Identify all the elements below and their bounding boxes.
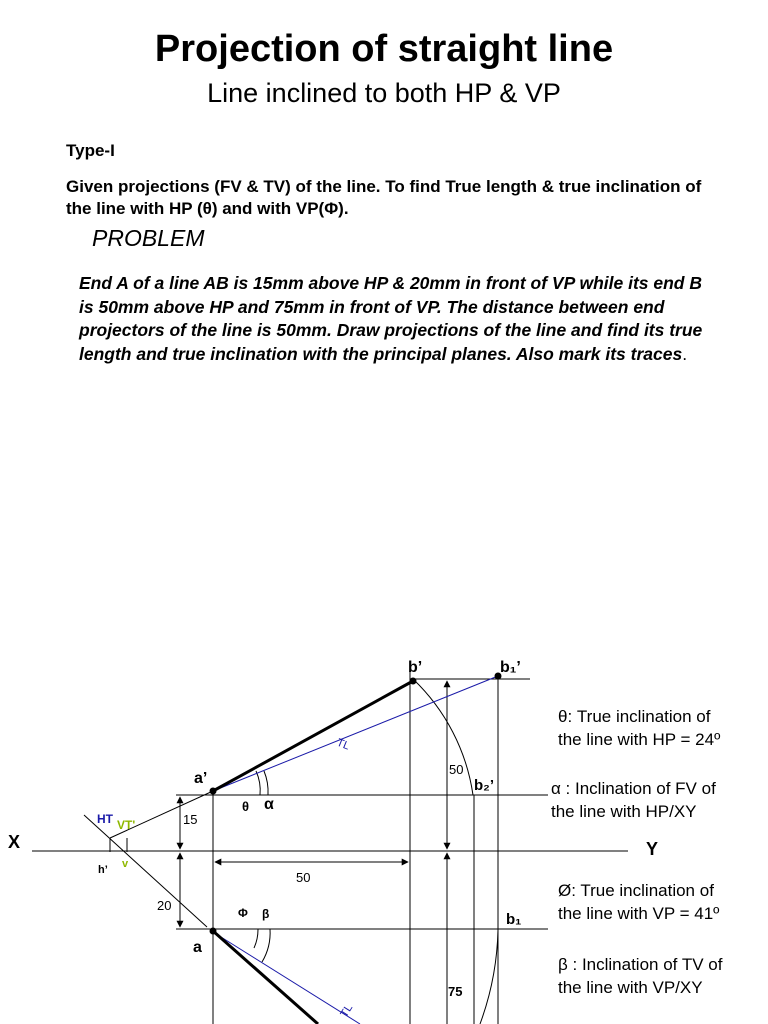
tl-top-view — [213, 932, 360, 1024]
alpha-arc — [264, 771, 268, 795]
point-b-dash — [410, 678, 417, 685]
phi-note-line-1: Ø: True inclination of — [558, 881, 714, 900]
label-a: a — [193, 939, 202, 956]
type-label: Type-I — [66, 141, 115, 160]
problem-period: . — [682, 343, 688, 364]
label-x: X — [8, 832, 21, 852]
beta-note — [558, 953, 722, 999]
alpha-note-line-1: α : Inclination of FV of — [551, 779, 716, 798]
phi-arc — [254, 929, 258, 948]
true-length-lines — [213, 676, 498, 1024]
label-dim-75: 75 — [448, 984, 463, 999]
alpha-note — [551, 777, 716, 823]
label-b-dash: b’ — [408, 659, 423, 676]
beta-note-line-1: β : Inclination of TV of — [558, 955, 723, 974]
theta-note — [558, 705, 720, 751]
point-a-dash — [210, 788, 217, 795]
label-b1: b₁ — [506, 911, 522, 928]
alpha-note-line-2: the line with HP/XY — [551, 802, 697, 821]
label-y: Y — [646, 839, 659, 859]
label-a-dash: a’ — [194, 770, 208, 787]
problem-heading: PROBLEM — [92, 225, 205, 251]
page-title: Projection of straight line — [154, 28, 614, 70]
theta-note-line-2: the line with HP = 24º — [558, 730, 721, 749]
label-dim-20: 20 — [157, 898, 172, 913]
phi-note — [558, 879, 719, 925]
fv-rotation-arc — [413, 679, 473, 795]
label-dim-50-h: 50 — [296, 870, 311, 885]
label-b2-dash: b₂’ — [474, 777, 494, 794]
label-phi: Φ — [238, 906, 248, 920]
point-a — [210, 928, 217, 935]
label-alpha: α — [264, 796, 274, 813]
theta-note-line-1: θ: True inclination of — [558, 707, 711, 726]
projection-lines — [213, 681, 413, 1024]
label-h-dash: h’ — [98, 864, 108, 876]
beta-arc — [262, 929, 270, 962]
label-theta: θ — [242, 799, 250, 814]
label-ht: HT — [97, 812, 113, 826]
beta-note-line-2: the line with VP/XY — [558, 978, 703, 997]
page-subtitle: Line inclined to both HP & VP — [207, 78, 561, 108]
front-view-line — [213, 681, 413, 791]
tv-rotation-arc — [480, 930, 498, 1024]
label-v: v — [122, 858, 129, 870]
label-beta: β — [262, 907, 270, 921]
label-tl-fv: TL — [334, 736, 352, 753]
label-dim-15: 15 — [183, 812, 198, 827]
label-dim-50-v: 50 — [449, 762, 464, 777]
problem-text: End A of a line AB is 15mm above HP & 20mm in front of VP while its end B is 50mm above HP and 75mm in front of VP. The distance between end projectors of the line is 50mm. Draw projections of the line and find its true length and true inclination with the principal planes. Also mark its traces — [79, 273, 703, 364]
label-tl-tv: TL — [338, 1002, 356, 1020]
construction-lines — [32, 662, 628, 1024]
label-b1-dash: b₁’ — [500, 659, 521, 676]
label-vt: VT' — [117, 818, 136, 832]
theta-arc — [256, 771, 260, 795]
given-statement: Given projections (FV & TV) of the line. To find True length & true inclination of the line with HP (θ) and with VP(Φ). — [66, 177, 702, 218]
phi-note-line-2: the line with VP = 41º — [558, 904, 720, 923]
top-view-line — [213, 931, 318, 1024]
